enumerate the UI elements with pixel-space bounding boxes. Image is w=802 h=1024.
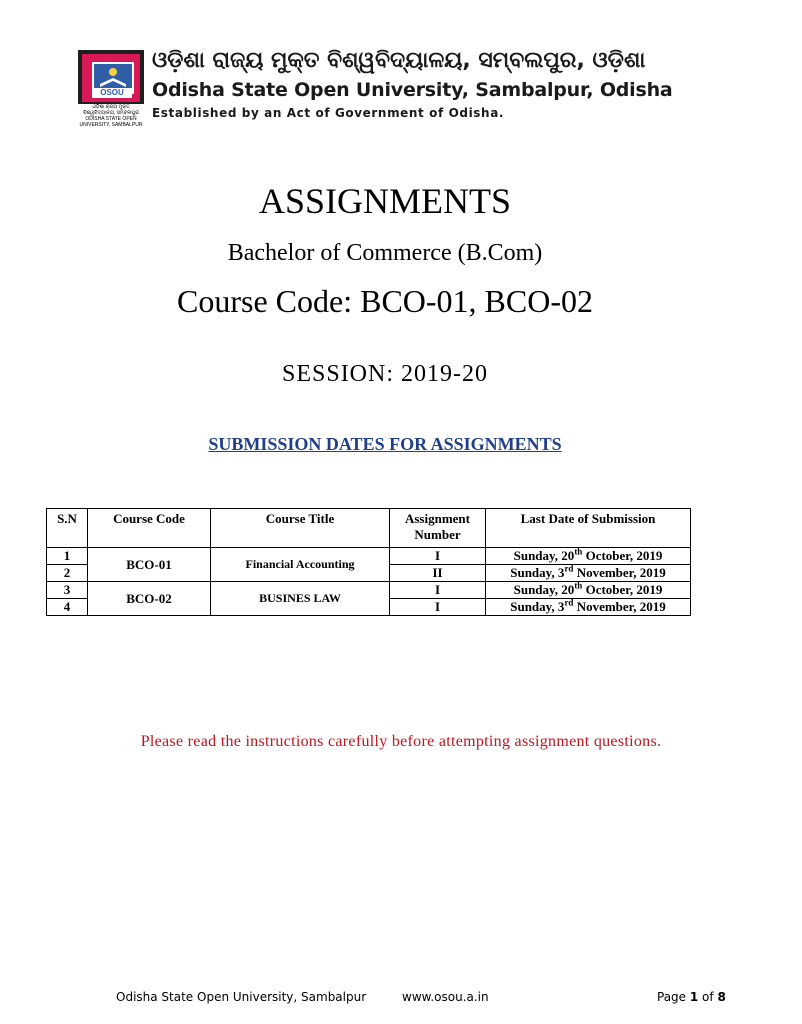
cell-course-title: BUSINES LAW	[211, 582, 390, 616]
date-text: October, 2019	[582, 582, 663, 597]
course-code-heading: Course Code: BCO-01, BCO-02	[177, 283, 593, 319]
page-of: of	[698, 990, 718, 1004]
cell-course-code: BCO-01	[88, 548, 211, 582]
cell-last-date	[486, 548, 691, 565]
page-title: ASSIGNMENTS	[258, 181, 512, 221]
cell-assignment: I	[390, 599, 486, 616]
page-number	[657, 990, 726, 1004]
header-last-date: Last Date of Submission	[486, 509, 691, 548]
submission-table	[46, 508, 691, 616]
submission-heading: SUBMISSION DATES FOR ASSIGNMENTS	[208, 434, 562, 454]
university-name-odia: ଓଡ଼ିଶା ରାଜ୍ୟ ମୁକ୍ତ ବିଶ୍ୱବିଦ୍ୟାଳୟ, ସମ୍ବଲପୁର, ଓଡ଼ିଶା	[152, 48, 646, 73]
header-course-title: Course Title	[211, 509, 390, 548]
date-text: Sunday, 20	[513, 582, 575, 597]
cell-course-code: BCO-02	[88, 582, 211, 616]
program-name: Bachelor of Commerce (B.Com)	[227, 240, 543, 266]
footer-website-link[interactable]: www.osou.a.in	[402, 990, 489, 1004]
date-text: Sunday, 20	[513, 548, 575, 563]
date-text: Sunday, 3	[510, 565, 565, 580]
cell-assignment: I	[390, 582, 486, 599]
logo-caption: ଓଡ଼ିଶା ରାଜ୍ୟ ମୁକ୍ତ ବିଶ୍ୱବିଦ୍ୟାଳୟ, ସମ୍ବଲପୁର ODISHA STATE OPEN UNIVERSITY, SAMBALPUR	[79, 104, 143, 128]
header-assignment-line1: Assignment	[404, 511, 470, 526]
date-suffix: rd	[564, 563, 574, 574]
cell-sn: 3	[47, 582, 88, 599]
date-text: November, 2019	[573, 599, 666, 614]
cell-sn: 4	[47, 599, 88, 616]
university-logo	[78, 50, 144, 128]
university-name: Odisha State Open University, Sambalpur, Odisha	[152, 79, 673, 101]
logo-text: OSOU	[92, 88, 132, 98]
date-suffix: rd	[564, 597, 574, 608]
page-prefix: Page	[657, 990, 690, 1004]
page-current: 1	[689, 990, 699, 1004]
date-suffix: th	[574, 546, 583, 557]
cell-sn: 2	[47, 565, 88, 582]
header-sn: S.N	[47, 509, 88, 548]
table-header-row	[47, 509, 691, 548]
date-text: October, 2019	[582, 548, 663, 563]
cell-assignment: II	[390, 565, 486, 582]
cell-assignment: I	[390, 548, 486, 565]
cell-last-date	[486, 599, 691, 616]
cell-last-date	[486, 582, 691, 599]
header-assignment-line2: Number	[414, 527, 461, 542]
header-course-code: Course Code	[88, 509, 211, 548]
cell-sn: 1	[47, 548, 88, 565]
date-text: Sunday, 3	[510, 599, 565, 614]
cell-last-date	[486, 565, 691, 582]
date-suffix: th	[574, 580, 583, 591]
session-heading: SESSION: 2019-20	[281, 361, 489, 387]
page-total: 8	[717, 990, 726, 1004]
header-assignment-number	[390, 509, 486, 548]
footer-university: Odisha State Open University, Sambalpur	[116, 990, 367, 1004]
instructions-note: Please read the instructions carefully before attempting assignment questions.	[140, 733, 662, 750]
table-row	[47, 548, 691, 565]
table-row	[47, 582, 691, 599]
cell-course-title: Financial Accounting	[211, 548, 390, 582]
established-line: Established by an Act of Government of Odisha.	[152, 106, 505, 120]
date-text: November, 2019	[573, 565, 666, 580]
